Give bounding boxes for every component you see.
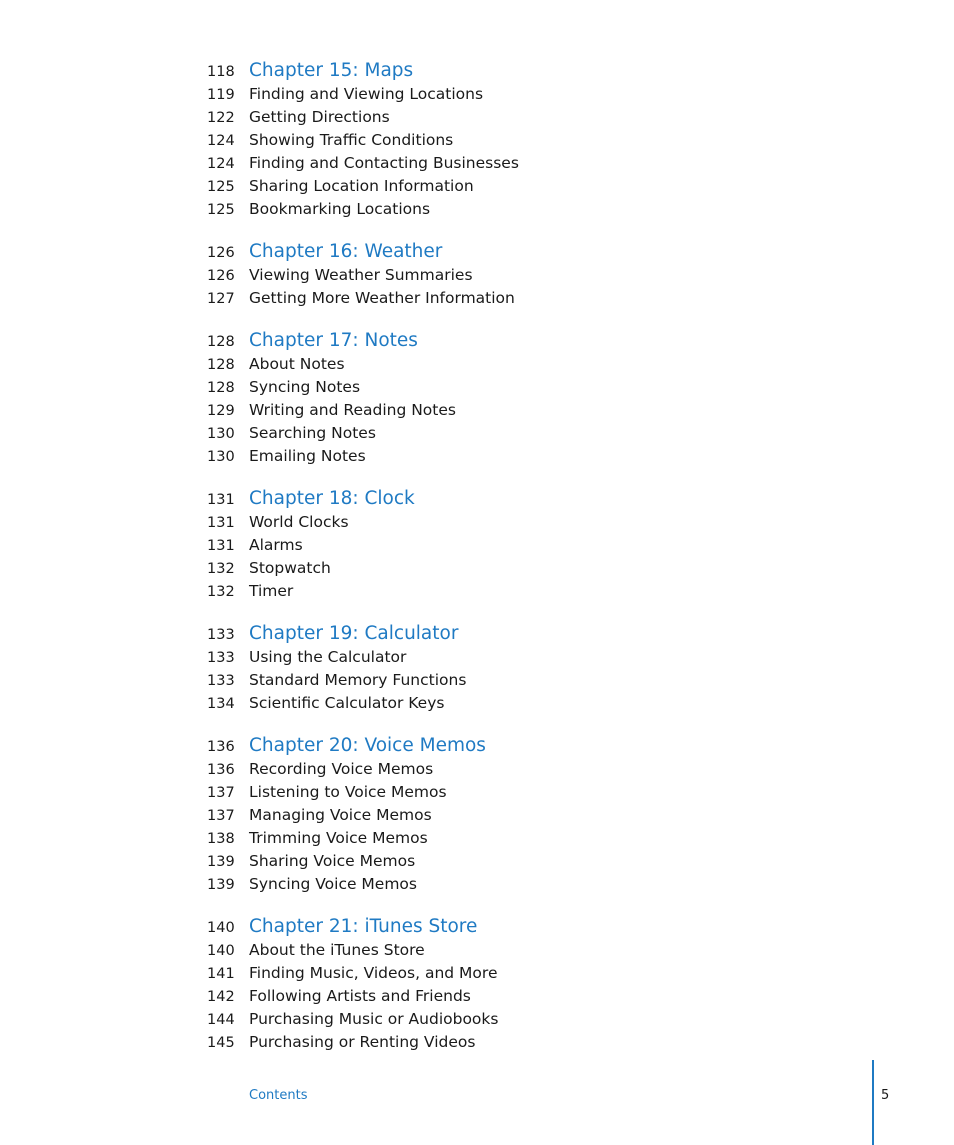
entry-page-number: 137 — [207, 808, 235, 824]
toc-entry[interactable] — [207, 511, 807, 534]
entry-page-number: 141 — [207, 966, 235, 982]
chapter-heading[interactable] — [207, 621, 807, 646]
toc-chapter — [207, 328, 807, 468]
entry-title[interactable]: Emailing Notes — [249, 447, 366, 465]
chapter-page-number: 140 — [207, 920, 235, 936]
entry-page-number: 130 — [207, 449, 235, 465]
entry-title[interactable]: Trimming Voice Memos — [249, 829, 428, 847]
chapter-title[interactable]: Chapter 18: Clock — [249, 488, 415, 509]
chapter-page-number: 131 — [207, 492, 235, 508]
entry-title[interactable]: Viewing Weather Summaries — [249, 266, 473, 284]
toc-entry[interactable] — [207, 445, 807, 468]
toc-chapter — [207, 58, 807, 221]
entry-title[interactable]: Finding and Contacting Businesses — [249, 154, 519, 172]
entry-page-number: 129 — [207, 403, 235, 419]
entry-page-number: 130 — [207, 426, 235, 442]
toc-entry[interactable] — [207, 129, 807, 152]
chapter-title[interactable]: Chapter 20: Voice Memos — [249, 735, 486, 756]
entry-title[interactable]: Syncing Notes — [249, 378, 361, 396]
chapter-title[interactable]: Chapter 21: iTunes Store — [249, 916, 478, 937]
toc-entry[interactable] — [207, 557, 807, 580]
entry-title[interactable]: About the iTunes Store — [249, 941, 425, 959]
chapter-heading[interactable] — [207, 486, 807, 511]
entry-title[interactable]: Finding Music, Videos, and More — [249, 964, 498, 982]
entry-title[interactable]: Stopwatch — [249, 559, 331, 577]
entry-page-number: 139 — [207, 854, 235, 870]
entry-title[interactable]: Sharing Location Information — [249, 177, 474, 195]
toc-entry[interactable] — [207, 692, 807, 715]
entry-title[interactable]: Listening to Voice Memos — [249, 783, 447, 801]
toc-entry[interactable] — [207, 175, 807, 198]
entry-title[interactable]: About Notes — [249, 355, 345, 373]
toc-entry[interactable] — [207, 534, 807, 557]
toc-chapter — [207, 733, 807, 896]
toc-entry[interactable] — [207, 781, 807, 804]
entry-page-number: 142 — [207, 989, 235, 1005]
chapter-page-number: 133 — [207, 627, 235, 643]
entry-title[interactable]: Purchasing Music or Audiobooks — [249, 1010, 499, 1028]
entry-title[interactable]: Bookmarking Locations — [249, 200, 431, 218]
entry-page-number: 132 — [207, 561, 235, 577]
toc-entry[interactable] — [207, 152, 807, 175]
toc-entry[interactable] — [207, 399, 807, 422]
entry-page-number: 122 — [207, 110, 235, 126]
entry-title[interactable]: Finding and Viewing Locations — [249, 85, 484, 103]
footer-page-number: 5 — [881, 1088, 890, 1103]
toc-chapter — [207, 486, 807, 603]
toc-chapter — [207, 621, 807, 715]
entry-page-number: 131 — [207, 515, 235, 531]
toc-entry[interactable] — [207, 287, 807, 310]
toc-entry[interactable] — [207, 985, 807, 1008]
toc-entry[interactable] — [207, 669, 807, 692]
toc-entry[interactable] — [207, 873, 807, 896]
entry-title[interactable]: Using the Calculator — [249, 648, 407, 666]
entry-page-number: 132 — [207, 584, 235, 600]
chapter-title[interactable]: Chapter 15: Maps — [249, 60, 414, 81]
chapter-page-number: 126 — [207, 245, 235, 261]
toc-entry[interactable] — [207, 376, 807, 399]
entry-title[interactable]: Searching Notes — [249, 424, 376, 442]
entry-page-number: 138 — [207, 831, 235, 847]
entry-page-number: 137 — [207, 785, 235, 801]
toc-chapter — [207, 239, 807, 310]
toc-entry[interactable] — [207, 939, 807, 962]
entry-page-number: 139 — [207, 877, 235, 893]
toc-chapter — [207, 914, 807, 1054]
entry-page-number: 144 — [207, 1012, 235, 1028]
chapter-page-number: 136 — [207, 739, 235, 755]
entry-page-number: 140 — [207, 943, 235, 959]
chapter-title[interactable]: Chapter 19: Calculator — [249, 623, 459, 644]
entry-title[interactable]: Syncing Voice Memos — [249, 875, 417, 893]
entry-title[interactable]: Recording Voice Memos — [249, 760, 434, 778]
toc-entry[interactable] — [207, 353, 807, 376]
entry-title[interactable]: Purchasing or Renting Videos — [249, 1033, 476, 1051]
chapter-page-number: 118 — [207, 64, 235, 80]
entry-title[interactable]: Getting Directions — [249, 108, 390, 126]
entry-page-number: 131 — [207, 538, 235, 554]
toc-entry[interactable] — [207, 422, 807, 445]
chapter-page-number: 128 — [207, 334, 235, 350]
toc-entry[interactable] — [207, 83, 807, 106]
chapter-heading[interactable] — [207, 328, 807, 353]
toc-entry[interactable] — [207, 850, 807, 873]
entry-title[interactable]: Following Artists and Friends — [249, 987, 471, 1005]
toc-entry[interactable] — [207, 1031, 807, 1054]
toc-entry[interactable] — [207, 106, 807, 129]
entry-title[interactable]: Alarms — [249, 536, 303, 554]
entry-page-number: 125 — [207, 179, 235, 195]
entry-title[interactable]: Standard Memory Functions — [249, 671, 467, 689]
entry-page-number: 125 — [207, 202, 235, 218]
entry-page-number: 126 — [207, 268, 235, 284]
entry-title[interactable]: World Clocks — [249, 513, 349, 531]
toc-entry[interactable] — [207, 198, 807, 221]
chapter-title[interactable]: Chapter 17: Notes — [249, 330, 418, 351]
entry-page-number: 124 — [207, 133, 235, 149]
entry-page-number: 124 — [207, 156, 235, 172]
entry-page-number: 133 — [207, 673, 235, 689]
entry-page-number: 136 — [207, 762, 235, 778]
entry-page-number: 128 — [207, 357, 235, 373]
chapter-heading[interactable] — [207, 239, 807, 264]
toc-entry[interactable] — [207, 962, 807, 985]
toc-entry[interactable] — [207, 827, 807, 850]
toc-entry[interactable] — [207, 1008, 807, 1031]
entry-page-number: 134 — [207, 696, 235, 712]
entry-title[interactable]: Scientific Calculator Keys — [249, 694, 445, 712]
entry-page-number: 128 — [207, 380, 235, 396]
entry-title[interactable]: Managing Voice Memos — [249, 806, 432, 824]
chapter-heading[interactable] — [207, 914, 807, 939]
entry-page-number: 133 — [207, 650, 235, 666]
table-of-contents — [207, 58, 807, 1072]
entry-title[interactable]: Sharing Voice Memos — [249, 852, 416, 870]
entry-title[interactable]: Getting More Weather Information — [249, 289, 515, 307]
toc-entry[interactable] — [207, 580, 807, 603]
toc-entry[interactable] — [207, 804, 807, 827]
toc-entry[interactable] — [207, 758, 807, 781]
chapter-title[interactable]: Chapter 16: Weather — [249, 241, 443, 262]
entry-page-number: 119 — [207, 87, 235, 103]
entry-page-number: 127 — [207, 291, 235, 307]
footer-divider — [872, 1060, 874, 1145]
entry-title[interactable]: Timer — [249, 582, 294, 600]
chapter-heading[interactable] — [207, 733, 807, 758]
chapter-heading[interactable] — [207, 58, 807, 83]
entry-page-number: 145 — [207, 1035, 235, 1051]
toc-entry[interactable] — [207, 646, 807, 669]
entry-title[interactable]: Writing and Reading Notes — [249, 401, 456, 419]
toc-entry[interactable] — [207, 264, 807, 287]
footer-section-label: Contents — [249, 1088, 308, 1103]
entry-title[interactable]: Showing Traffic Conditions — [249, 131, 454, 149]
